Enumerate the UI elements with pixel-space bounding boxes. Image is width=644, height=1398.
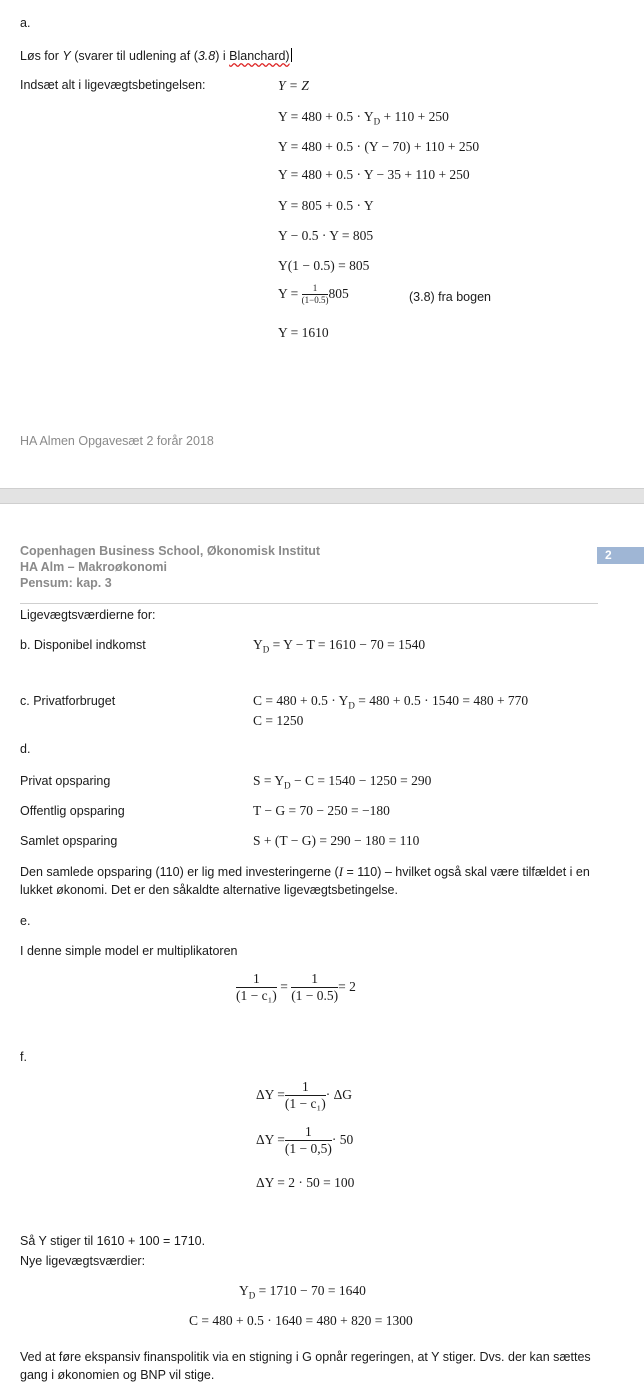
c-equation-1: $C = 480 + 0.5 \cdot Y_D = 480 + 0.5 \cdot 1540 = 480 + 770$ [253, 693, 529, 711]
equation-7: Y(1 − 0.5) = 805 [278, 258, 370, 273]
e-text: I denne simple model er multiplikatoren [20, 944, 238, 958]
task-description: Løs for Y (svarer til udlening af (3.8) i Blanchard) [20, 49, 290, 63]
equation-5: Y = 805 + 0.5 · Y [278, 198, 374, 213]
equation-3: Y = 480 + 0.5 · (Y − 70) + 110 + 250 [278, 139, 480, 154]
d-row-label: Samlet opsparing [20, 834, 118, 848]
equation-note: (3.8) fra bogen [409, 290, 491, 304]
d-label: d. [20, 742, 31, 756]
header-course: HA Alm – Makroøkonomi [20, 560, 168, 574]
equation-6: Y − 0.5 · Y = 805 [278, 228, 374, 243]
c-label: c. Privatforbruget [20, 694, 116, 708]
d-row-equation: S + (T − G) = 290 − 180 = 110 [253, 833, 420, 848]
intro-text: Ligevægtsværdierne for: [20, 608, 156, 622]
spellcheck-word: Blanchard) [229, 49, 290, 63]
equation-1: Y = Z [278, 78, 309, 93]
equation-9: Y = 1610 [278, 325, 329, 340]
c-equation-2: C = 1250 [253, 713, 304, 728]
equation-2: $Y = 480 + 0.5 \cdot Y_D + 110 + 250$ [278, 109, 449, 127]
multiplier-formula: $\frac{1}{\text{(1 − c₁)}}$ = $\frac{1}{(1 - 0.5)}$ = 2 [236, 971, 356, 1003]
page-footer: HA Almen Opgavesæt 2 forår 2018 [20, 434, 214, 448]
new-disposable-income: $Y_D = 1710 - 70 = 1640$ [239, 1283, 366, 1301]
f-equation-2: ΔY = $\frac{1}{(1 - 0,5)}$ · 50 [256, 1124, 354, 1156]
fraction: $\frac{1}{(1-0.5)}$ [301, 283, 329, 305]
insert-label: Indsæt alt i ligevægtsbetingelsen: [20, 78, 206, 92]
b-label: b. Disponibel indkomst [20, 638, 146, 652]
f-equation-1: ΔY = $\frac{1}{\text{(1 − c₁)}}$ · ΔG [256, 1079, 353, 1111]
fraction: $\frac{1}{(1 - 0,5)}$ [284, 1124, 332, 1156]
d-explanation: Den samlede opsparing (110) er lig med investeringerne (I = 110) – hvilket også skal være tilfældet i en lukket økonomi. Det er den såkaldte alternative ligevægtsbetingelse. [20, 864, 590, 897]
f-label: f. [20, 1050, 27, 1064]
fraction: $\frac{1}{\text{(1 − c₁)}}$ [236, 971, 277, 1003]
d-row-equation: T − G = 70 − 250 = −180 [253, 803, 390, 818]
d-row-equation: $S = Y_D - C = 1540 - 1250 = 290$ [253, 773, 432, 791]
fraction: $\frac{1}{(1 - 0.5)}$ [291, 971, 339, 1003]
header-institution: Copenhagen Business School, Økonomisk Institut [20, 544, 321, 558]
page-number-badge: 2 [597, 547, 644, 564]
new-consumption: C = 480 + 0.5 · 1640 = 480 + 820 = 1300 [189, 1313, 413, 1328]
section-a-label: a. [20, 16, 31, 30]
header-rule [20, 603, 598, 604]
equation-8-fraction: Y = $\frac{1}{(1-0.5)}$ 805 [278, 283, 349, 305]
d-row-label: Offentlig opsparing [20, 804, 125, 818]
conclusion: Ved at føre ekspansiv finanspolitik via en stigning i G opnår regeringen, at Y stiger. Dvs. der kan sættes gang i økonomien og BNP vil stige. [20, 1350, 591, 1382]
e-label: e. [20, 914, 31, 928]
equation-4: Y = 480 + 0.5 · Y − 35 + 110 + 250 [278, 167, 470, 182]
f-equation-3: ΔY = 2 · 50 = 100 [256, 1175, 355, 1190]
header-curriculum: Pensum: kap. 3 [20, 576, 112, 590]
new-values-label: Nye ligevægtsværdier: [20, 1254, 146, 1268]
result-line: Så Y stiger til 1610 + 100 = 1710. [20, 1234, 206, 1248]
page-separator [0, 488, 644, 504]
text-cursor [291, 48, 292, 62]
b-equation: $Y_D = Y - T = 1610 - 70 = 1540$ [253, 637, 426, 655]
d-row-label: Privat opsparing [20, 774, 111, 788]
fraction: $\frac{1}{\text{(1 − c₁)}}$ [284, 1079, 326, 1111]
